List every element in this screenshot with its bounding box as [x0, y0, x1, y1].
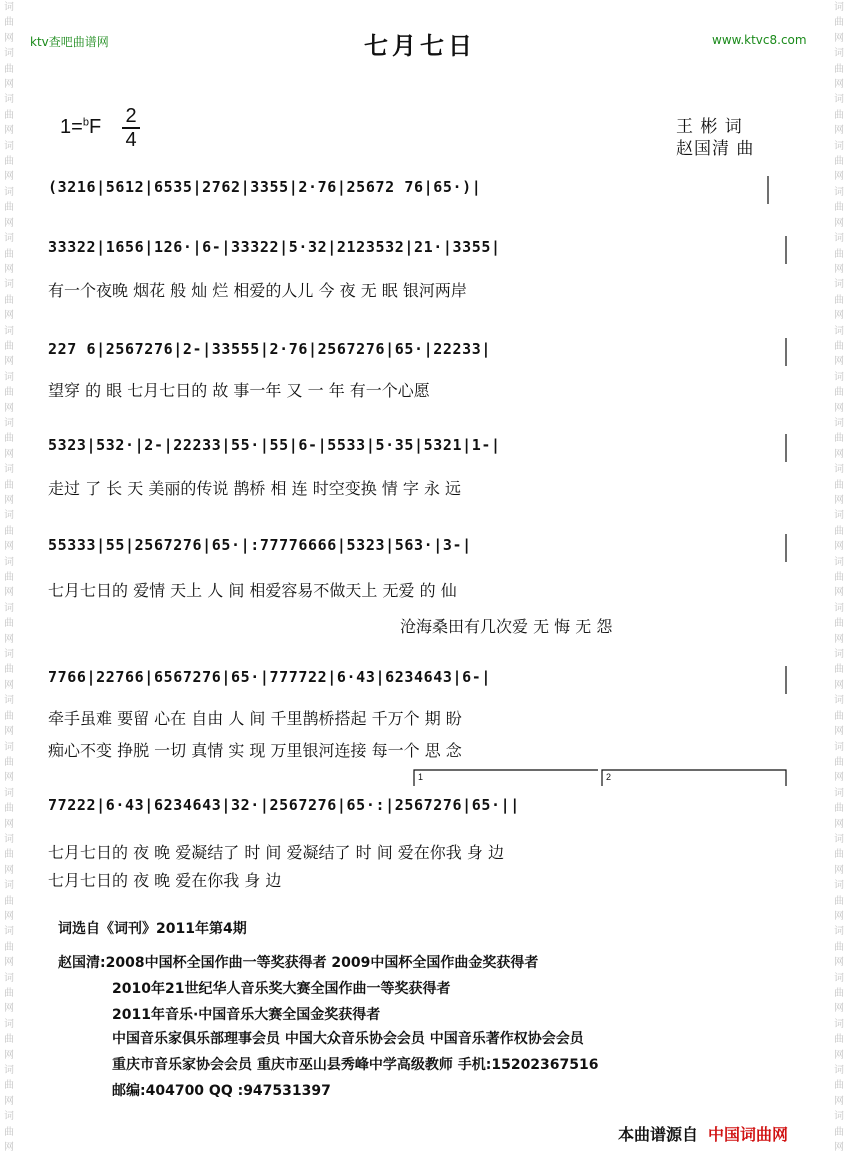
lyric-row-3: 望穿 的 眼 七月七日的 故 事一年 又 一 年 有一个心愿 — [48, 381, 430, 400]
side-watermark-left: 词曲网词曲网词曲网词曲网词曲网词曲网词曲网词曲网词曲网词曲网词曲网词曲网词曲网词曲网词曲网词曲网词曲网词曲网词曲网词曲网词曲网词曲网词曲网词曲网词曲网 — [4, 2, 14, 1154]
bio-line-4: 中国音乐家俱乐部理事会员 中国大众音乐协会会员 中国音乐著作权协会会员 — [112, 1031, 584, 1047]
lyricist-credit: 王 彬 词 — [676, 117, 743, 137]
song-title: 七月七日 — [364, 32, 476, 60]
volta-1-label: 1 — [418, 772, 424, 782]
header-site-left[interactable]: ktv查吧曲谱网 — [30, 35, 109, 49]
source-note: 词选自《词刊》2011年第4期 — [58, 921, 247, 937]
key-signature — [60, 116, 101, 139]
footer-label: 本曲谱源自 — [618, 1125, 699, 1144]
score-row-5: 55333|55|2567276|65·|:77776666|5323|563·|3-| — [48, 536, 472, 554]
bio-line-2: 2010年21世纪华人音乐奖大赛全国作曲一等奖获得者 — [112, 981, 451, 997]
lyric-row-6-verse-1: 牵手虽难 要留 心在 自由 人 间 千里鹊桥搭起 千万个 期 盼 — [48, 709, 462, 728]
lyric-row-2: 有一个夜晚 烟花 般 灿 烂 相爱的人儿 今 夜 无 眠 银河两岸 — [48, 281, 467, 300]
score-row-2: 33322|1656|126·|6-|33322|5·32|2123532|21·|3355| — [48, 238, 501, 256]
volta-2-bracket — [602, 770, 786, 786]
header-site-right[interactable]: www.ktvc8.com — [712, 33, 807, 47]
bio-line-1: 赵国清:2008中国杯全国作曲一等奖获得者 2009中国杯全国作曲金奖获得者 — [58, 955, 539, 971]
key-note: F — [88, 116, 102, 138]
bio-line-6: 邮编:404700 QQ :947531397 — [112, 1083, 331, 1099]
lyric-row-7-verse-1: 七月七日的 夜 晚 爱凝结了 时 间 爱凝结了 时 间 爱在你我 身 边 — [48, 843, 504, 862]
time-signature — [122, 106, 140, 150]
time-sig-bottom: 4 — [125, 128, 137, 151]
score-row-7: 77222|6·43|6234643|32·|2567276|65·:|2567276|65·|| — [48, 796, 520, 814]
key-flat: b — [82, 116, 89, 129]
lyric-row-5: 七月七日的 爱情 天上 人 间 相爱容易不做天上 无爱 的 仙 — [48, 581, 457, 600]
volta-2-label: 2 — [606, 772, 612, 782]
score-row-3: 227 6|2567276|2-|33555|2·76|2567276|65·|22233| — [48, 340, 492, 358]
volta-1-bracket — [414, 770, 598, 786]
lyric-row-4: 走过 了 长 天 美丽的传说 鹊桥 相 连 时空变换 情 字 永 远 — [48, 479, 462, 498]
bio-line-5: 重庆市音乐家协会会员 重庆市巫山县秀峰中学高级教师 手机:15202367516 — [112, 1057, 599, 1073]
lyric-row-7-verse-2: 七月七日的 夜 晚 爱在你我 身 边 — [48, 871, 282, 890]
key-prefix: 1= — [60, 116, 83, 138]
lyric-row-5-verse-2: 沧海桑田有几次爱 无 悔 无 怨 — [400, 617, 613, 636]
footer-site-link[interactable]: 中国词曲网 — [708, 1125, 789, 1144]
side-watermark-right: 词曲网词曲网词曲网词曲网词曲网词曲网词曲网词曲网词曲网词曲网词曲网词曲网词曲网词曲网词曲网词曲网词曲网词曲网词曲网词曲网词曲网词曲网词曲网词曲网词曲网 — [834, 2, 844, 1154]
composer-credit: 赵国清 曲 — [676, 139, 755, 159]
footer-source — [618, 1122, 788, 1145]
score-row-1: (3216|5612|6535|2762|3355|2·76|25672 76|65·)| — [48, 178, 482, 196]
time-sig-top: 2 — [125, 105, 137, 127]
score-row-4: 5323|532·|2-|22233|55·|55|6-|5533|5·35|5321|1-| — [48, 436, 501, 454]
score-row-6: 7766|22766|6567276|65·|777722|6·43|6234643|6-| — [48, 668, 492, 686]
lyric-row-6-verse-2: 痴心不变 挣脱 一切 真情 实 现 万里银河连接 每一个 思 念 — [48, 741, 462, 760]
bio-line-3: 2011年音乐·中国音乐大赛全国金奖获得者 — [112, 1007, 381, 1023]
